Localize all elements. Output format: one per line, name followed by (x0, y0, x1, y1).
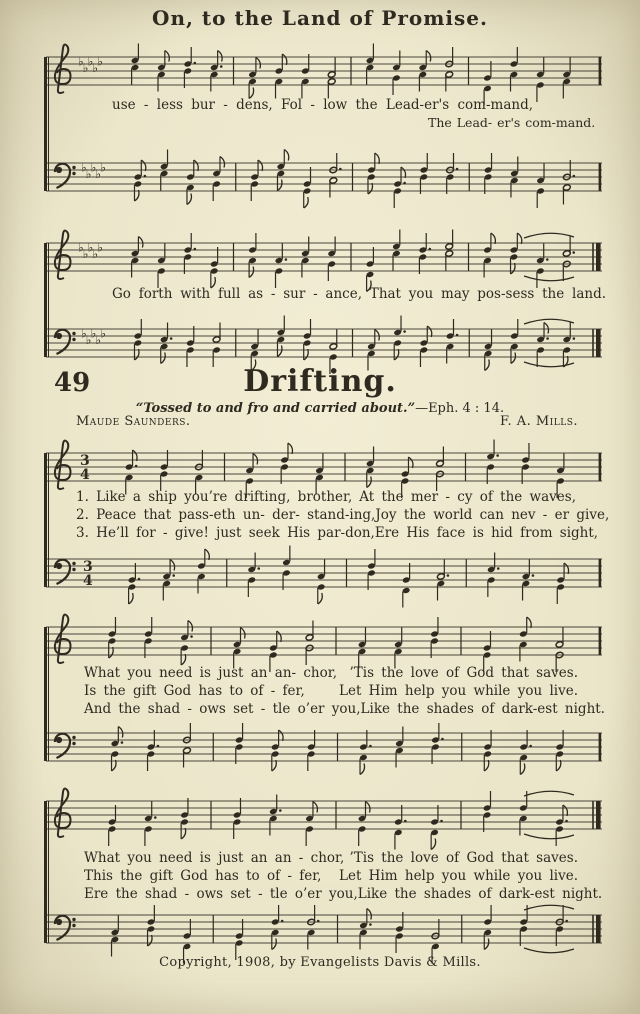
verse-line-1 (76, 489, 576, 507)
verse-lyrics (76, 489, 610, 544)
verse-1-right: At the mer - cy of the waves, (359, 489, 576, 505)
verse-2-left: 2. Peace that pass-eth un- der- stand-ing, (76, 507, 376, 524)
chorus-repeat-2-right: Let Him help you while you live. (339, 868, 578, 885)
verse-1-left: 1. Like a ship you’re drifting, brother, (76, 489, 353, 505)
chorus-2-right: Let Him help you while you live. (339, 683, 578, 700)
svg-text:♭: ♭ (87, 240, 94, 255)
svg-text:♭: ♭ (97, 54, 103, 69)
svg-text:♭: ♭ (87, 54, 94, 69)
svg-text:♭: ♭ (92, 61, 99, 75)
svg-text:♭: ♭ (90, 326, 97, 341)
svg-text:♭: ♭ (100, 160, 106, 175)
chorus-repeat-1-left: What you need is just an an - chor, (84, 850, 345, 866)
svg-text:♭: ♭ (78, 54, 84, 69)
chorus-repeat-line-1 (84, 850, 578, 868)
chorus-1-right: ’Tis the love of God that saves. (349, 665, 578, 681)
svg-text:♭: ♭ (95, 333, 102, 347)
chorus-repeat-1-right: ’Tis the love of God that saves. (349, 850, 578, 866)
svg-text:♭: ♭ (81, 160, 87, 175)
verse-3-right: Ere His face is hid from sight, (374, 525, 599, 542)
svg-text:♭: ♭ (92, 247, 99, 261)
svg-text:♭: ♭ (95, 167, 102, 181)
chorus-1-left: What you need is just an an- chor, (84, 665, 338, 681)
lyricist-credit: Maude Saunders. (76, 414, 191, 429)
verse-3-left: 3. He’ll for - give! just seek His par-don, (76, 525, 375, 542)
chorus-repeat-3-right: Like the shades of dark-est night. (357, 886, 603, 903)
treble-staff-2 (46, 222, 602, 292)
bass-staff-3 (46, 538, 602, 608)
svg-text:♭: ♭ (78, 240, 84, 255)
svg-text:♭: ♭ (85, 333, 92, 347)
svg-text:♭: ♭ (82, 247, 89, 261)
bass-staff-1 (46, 142, 602, 212)
chorus-3-left: And the shad - ows set - tle o’er you, (84, 701, 361, 718)
lyric-echo-line: The Lead- er's com-mand. (428, 115, 596, 130)
scripture-quote: “Tossed to and fro and carried about.” (135, 401, 416, 416)
verse-2-right: Joy the world can nev - er give, (375, 507, 610, 524)
hymn-number: 49 (54, 368, 91, 398)
svg-text:♭: ♭ (82, 61, 89, 75)
svg-text:3: 3 (80, 453, 90, 469)
copyright-line: Copyright, 1908, by Evangelists Davis & Mills. (159, 955, 481, 970)
svg-text:4: 4 (83, 573, 93, 589)
hymn-title: Drifting. (243, 364, 397, 399)
chorus-line-2 (84, 683, 578, 701)
byline-row (76, 414, 578, 429)
svg-text:4: 4 (80, 467, 90, 483)
page-title: On, to the Land of Promise. (152, 6, 488, 30)
treble-staff-1 (46, 36, 602, 106)
scripture-reference: —Eph. 4 : 14. (415, 401, 505, 416)
composer-credit: F. A. Mills. (499, 414, 578, 429)
svg-text:♭: ♭ (85, 167, 92, 181)
bass-staff-4 (46, 712, 602, 782)
verse-line-2 (76, 507, 610, 525)
chorus-line-1 (84, 665, 578, 683)
svg-text:♭: ♭ (100, 326, 106, 341)
lyric-line: use - less bur - dens, Fol - low the Lead-er's com-mand, (112, 97, 533, 113)
svg-text:♭: ♭ (81, 326, 87, 341)
svg-text:3: 3 (83, 559, 93, 575)
treble-staff-5 (46, 780, 602, 850)
chorus-repeat-line-2 (84, 868, 578, 886)
chorus-repeat-2-left: This the gift God has to of - fer, (84, 868, 322, 885)
lyric-line: Go forth with full as - sur - ance, That you may pos-sess the land. (112, 286, 606, 302)
bass-staff-5 (46, 894, 602, 964)
svg-text:♭: ♭ (97, 240, 103, 255)
chorus-2-left: Is the gift God has to of - fer, (84, 683, 305, 700)
chorus-3-right: Like the shades of dark-est night. (360, 701, 605, 718)
chorus-repeat-3-left: Ere the shad - ows set - tle o’er you, (84, 886, 358, 903)
svg-text:♭: ♭ (90, 160, 97, 175)
